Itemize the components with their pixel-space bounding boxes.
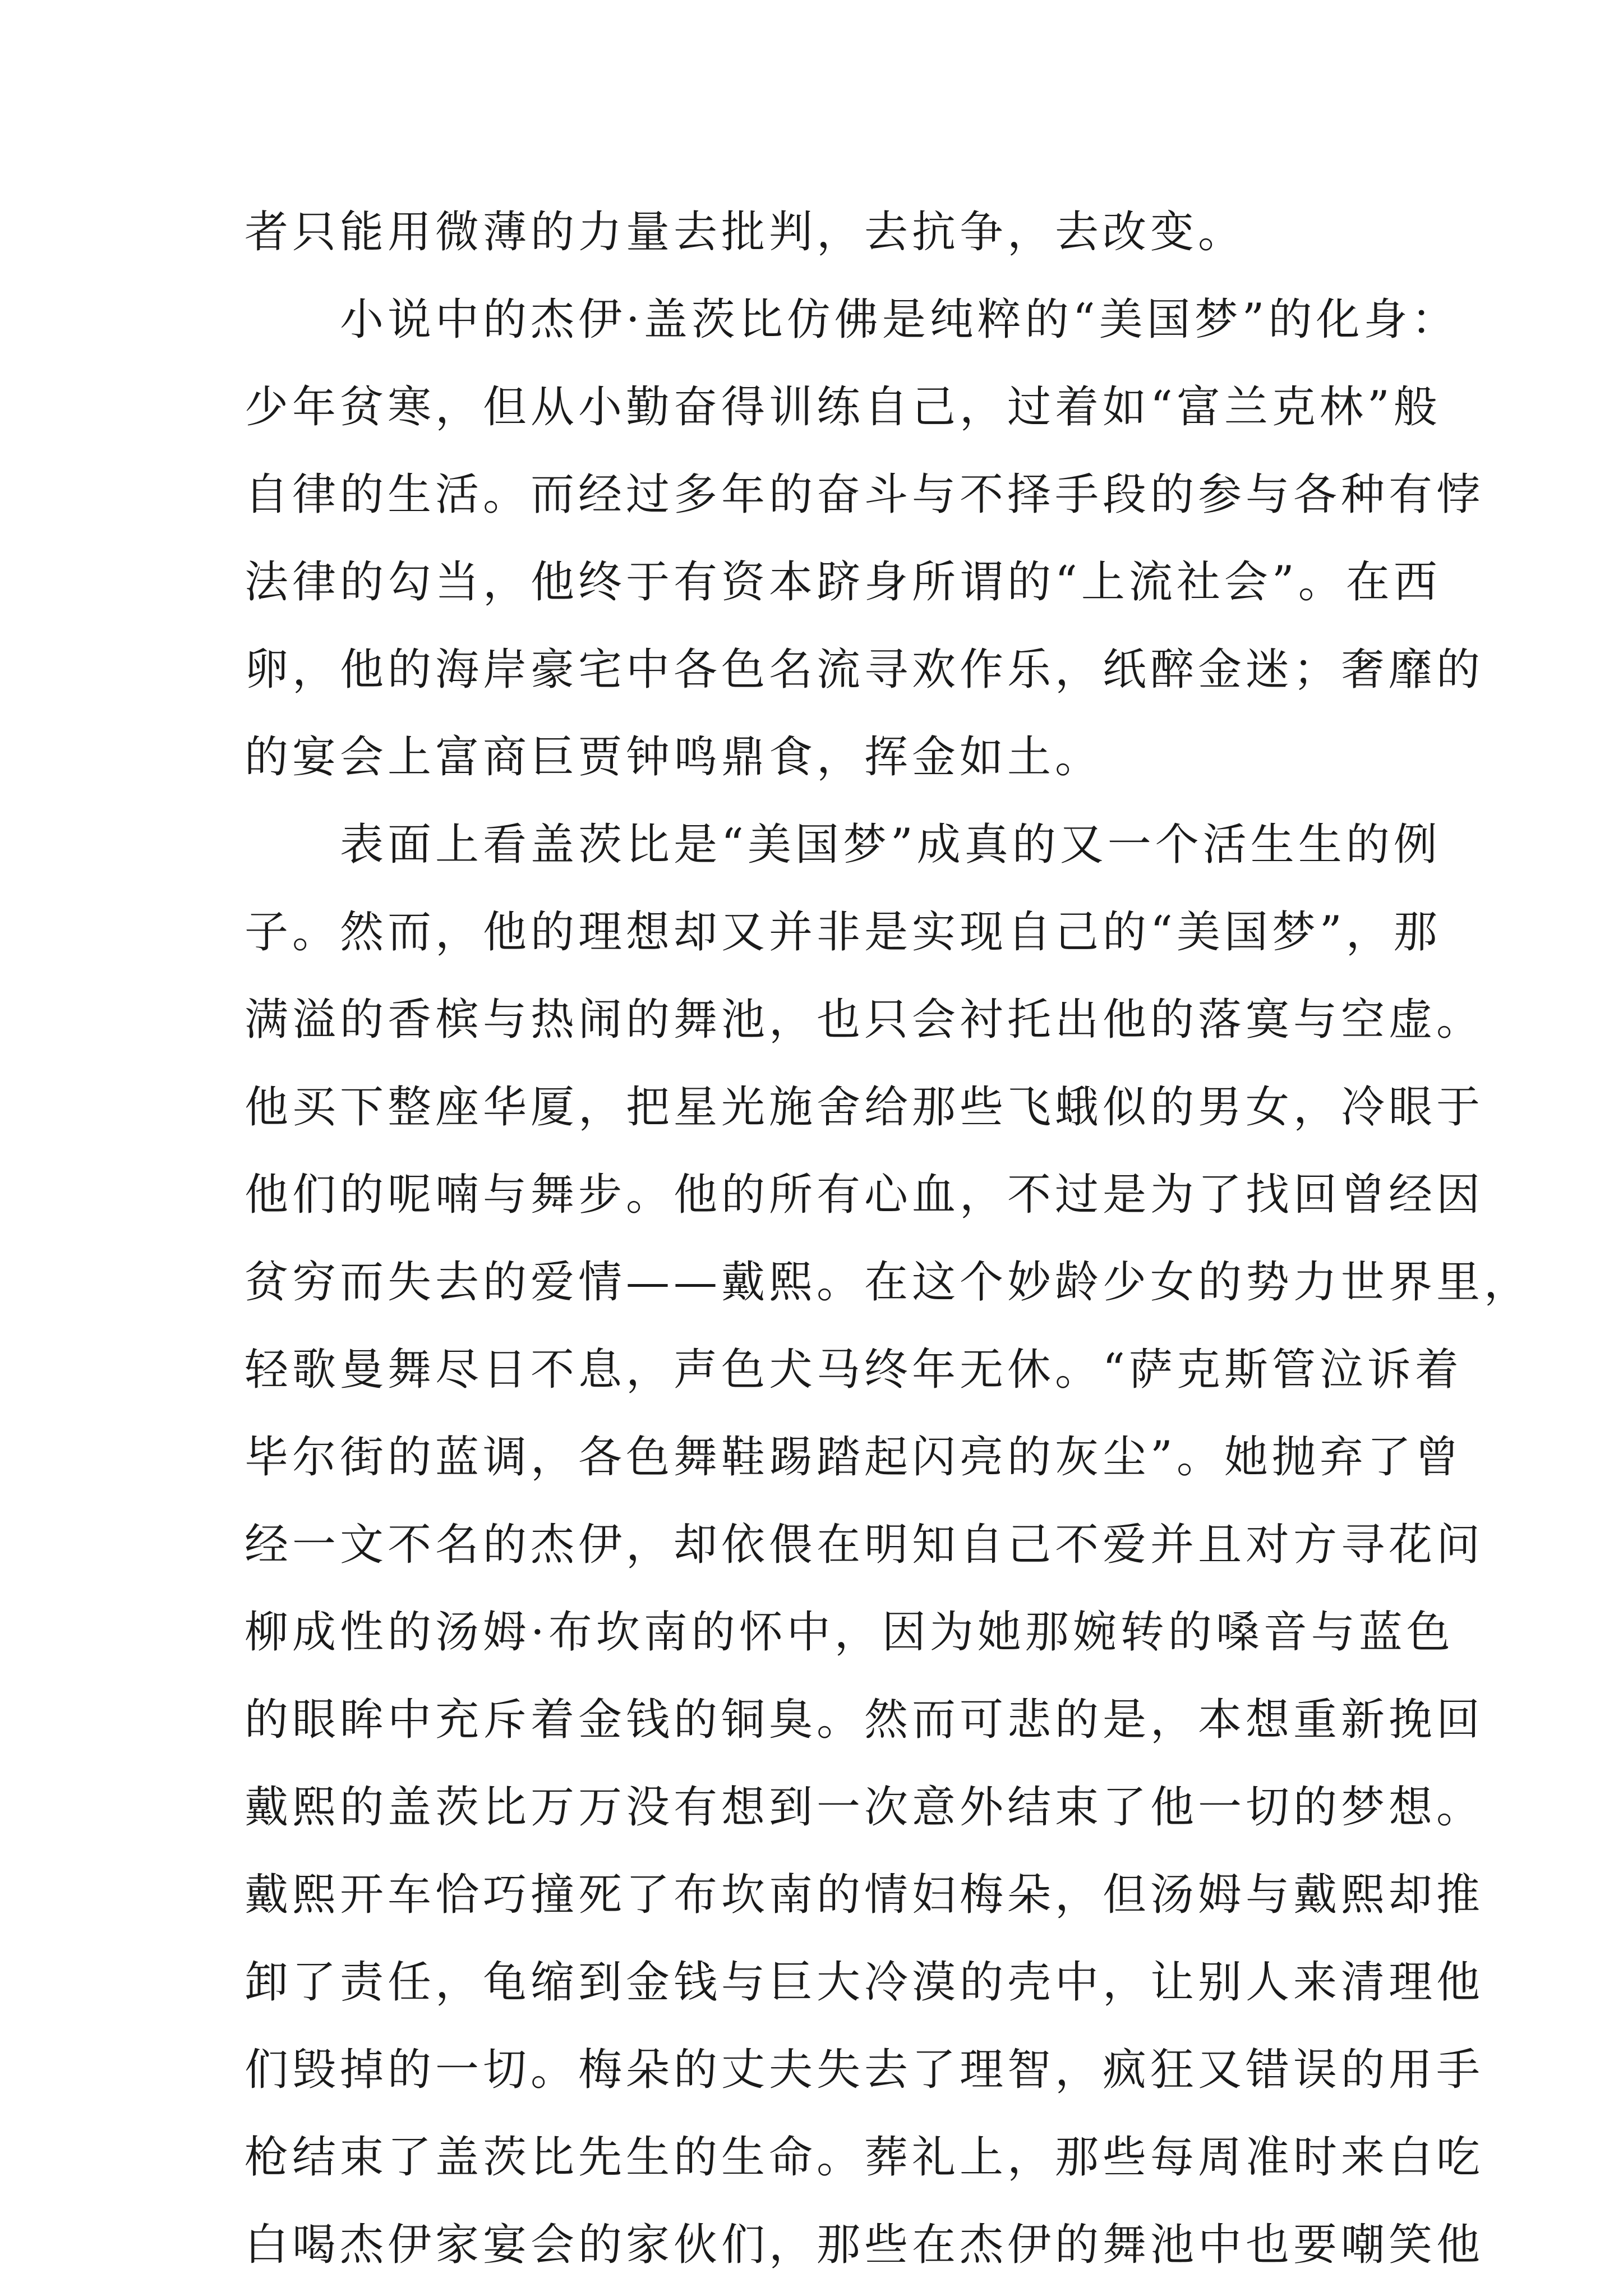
text-line: 白喝杰伊家宴会的家伙们，那些在杰伊的舞池中也要嘲笑他 [245, 2220, 1484, 2270]
text-line: 戴熙开车恰巧撞死了布坎南的情妇梅朵，但汤姆与戴熙却推 [245, 1870, 1484, 1920]
text-line: 小说中的杰伊·盖茨比仿佛是纯粹的“美国梦”的化身： [245, 295, 1459, 345]
text-line: 自律的生活。而经过多年的奋斗与不择手段的参与各种有悖 [245, 470, 1484, 520]
text-line: 法律的勾当，他终于有资本跻身所谓的“上流社会”。在西 [245, 557, 1441, 608]
text-line: 者只能用微薄的力量去批判，去抗争，去改变。 [245, 207, 1246, 257]
text-line: 的宴会上富商巨贾钟鸣鼎食，挥金如土。 [245, 732, 1103, 783]
text-line: 满溢的香槟与热闹的舞池，也只会衬托出他的落寞与空虚。 [245, 995, 1484, 1045]
text-line: 卸了责任，龟缩到金钱与巨大冷漠的壳中，让别人来清理他 [245, 1957, 1484, 2008]
text-line: 他们的呢喃与舞步。他的所有心血，不过是为了找回曾经因 [245, 1170, 1484, 1220]
text-line: 他买下整座华厦，把星光施舍给那些飞蛾似的男女，冷眼于 [245, 1082, 1484, 1133]
body-text [245, 188, 1532, 2289]
text-line: 们毁掉的一切。梅朵的丈夫失去了理智，疯狂又错误的用手 [245, 2045, 1484, 2095]
text-line: 毕尔街的蓝调，各色舞鞋踢踏起闪亮的灰尘”。她抛弃了曾 [245, 1432, 1463, 1483]
text-line: 轻歌曼舞尽日不息，声色犬马终年无休。“萨克斯管泣诉着 [245, 1345, 1463, 1395]
text-line: 子。然而，他的理想却又并非是实现自己的“美国梦”，那 [245, 907, 1441, 958]
text-line: 表面上看盖茨比是“美国梦”成真的又一个活生生的例 [245, 820, 1441, 870]
text-line: 贫穷而失去的爱情——戴熙。在这个妙龄少女的势力世界里， [245, 1257, 1532, 1308]
text-line: 枪结束了盖茨比先生的生命。葬礼上，那些每周准时来白吃 [245, 2132, 1484, 2183]
text-line: 的眼眸中充斥着金钱的铜臭。然而可悲的是，本想重新挽回 [245, 1695, 1484, 1745]
text-line: 戴熙的盖茨比万万没有想到一次意外结束了他一切的梦想。 [245, 1782, 1484, 1833]
text-line: 经一文不名的杰伊，却依偎在明知自己不爱并且对方寻花问 [245, 1520, 1484, 1570]
text-line: 少年贫寒，但从小勤奋得训练自己，过着如“富兰克林”般 [245, 382, 1441, 432]
text-line: 卵，他的海岸豪宅中各色名流寻欢作乐，纸醉金迷；奢靡的 [245, 645, 1484, 695]
text-line: 柳成性的汤姆·布坎南的怀中，因为她那婉转的嗓音与蓝色 [245, 1607, 1454, 1658]
